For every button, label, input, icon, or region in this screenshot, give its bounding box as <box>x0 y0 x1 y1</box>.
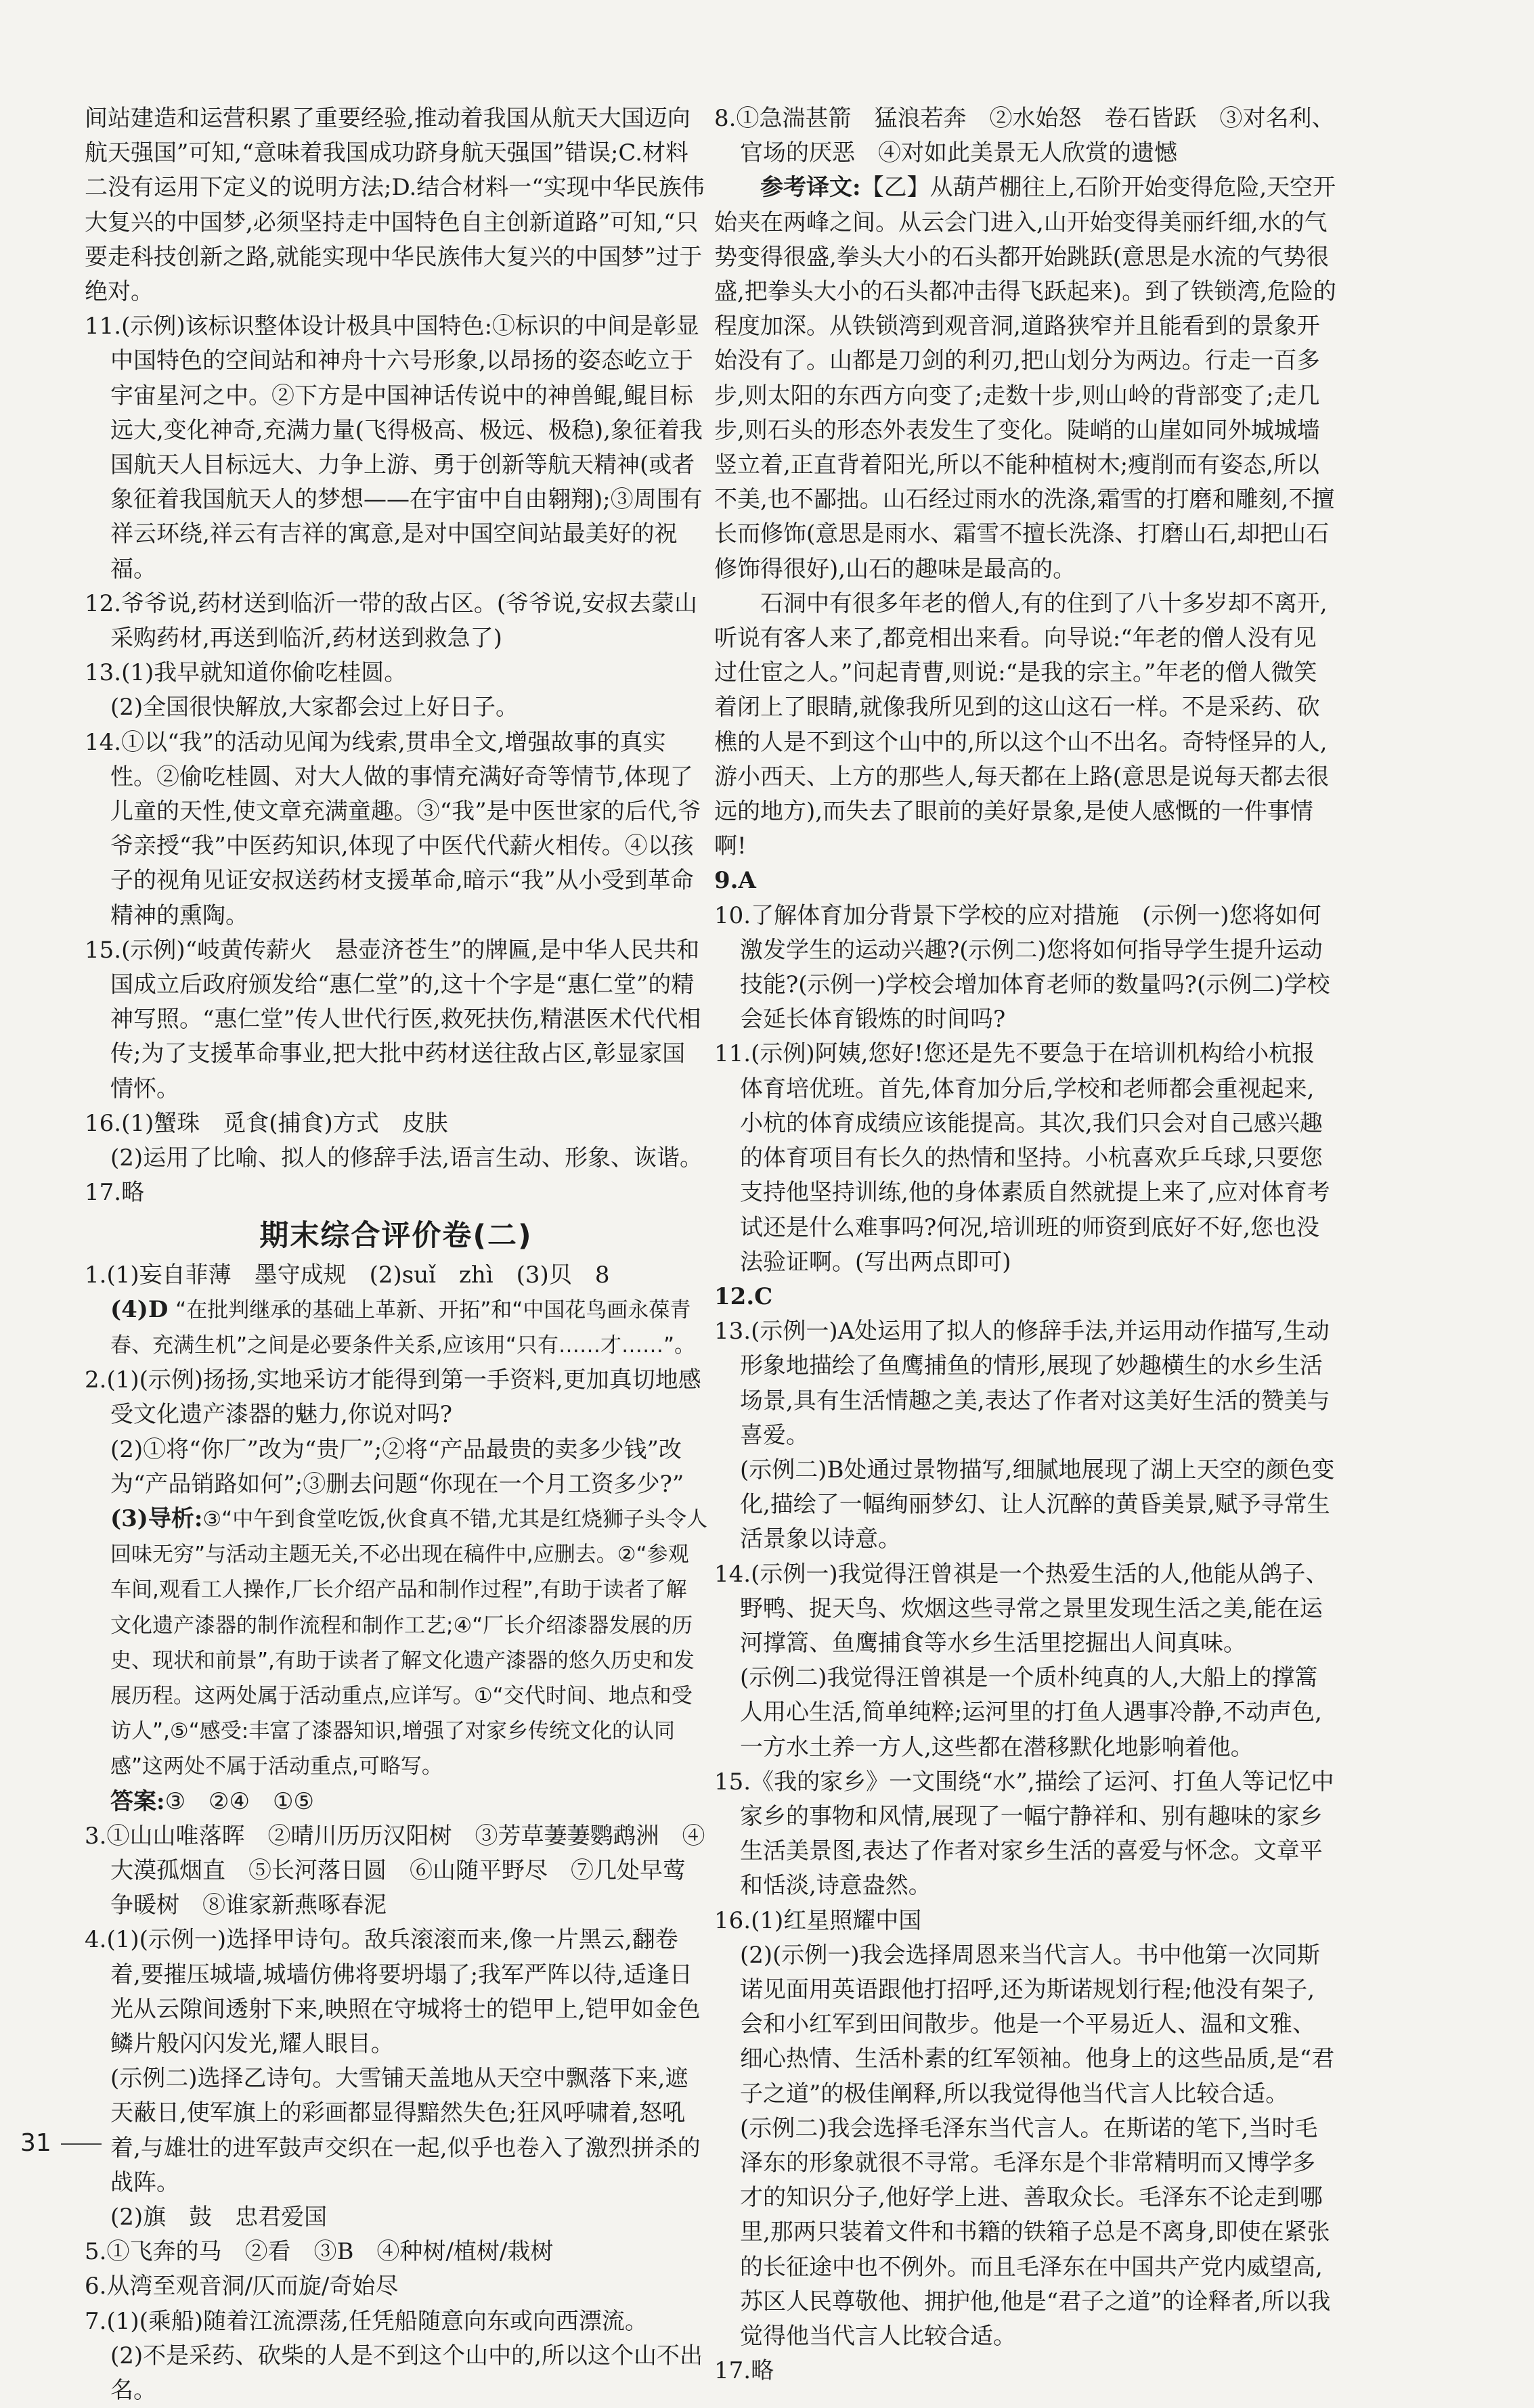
exam2-answer-2-answer <box>85 1785 707 1819</box>
answer-15: 15.(示例)“岐黄传薪火 悬壶济苍生”的牌匾,是中华人民共和国成立后政府颁发给“惠仁堂”的,这十个字是“惠仁堂”的精神写照。“惠仁堂”传人世代行医,救死扶伤,精湛医术代代相传;为了支援革命事业,把大批中药材送往敌占区,彰显家国情怀。 <box>85 936 701 1102</box>
right-column <box>714 102 1337 2388</box>
exam2-answer-1: 1.(1)妄自菲薄 墨守成规 (2)suǐ zhì (3)贝 8 <box>85 1261 610 1289</box>
exam2-answer-13-example1: 13.(示例一)A处运用了拟人的修辞手法,并运用动作描写,生动形象地描绘了鱼鹰捕鱼的情形,展现了妙趣横生的水乡生活场景,具有生活情趣之美,表达了作者对这美好生活的赞美与喜爱。 <box>714 1318 1330 1449</box>
answer-11: 11.(示例)该标识整体设计极具中国特色:①标识的中间是彰显中国特色的空间站和神舟十六号形象,以昂扬的姿态屹立于宇宙星河之中。②下方是中国神话传说中的神兽鲲,鲲目标远大,变化神奇,充满力量(飞得极高、极远、极稳),象征着我国航天人目标远大、力争上游、勇于创新等航天精神(或者象征着我国航天人的梦想——在宇宙中自由翱翔);③周围有祥云环绕,祥云有吉祥的寓意,是对中国空间站最美好的祝福。 <box>85 313 703 583</box>
exam2-answer-14-example2: (示例二)我觉得汪曾祺是一个质朴纯真的人,大船上的撑篙人用心生活,简单纯粹;运河里的打鱼人遇事冷静,不动声色,一方水土养一方人,这些都在潜移默化地影响着他。 <box>740 1664 1322 1761</box>
answer-16-part1: 16.(1)蟹珠 觅食(捕食)方式 皮肤 <box>85 1109 448 1137</box>
exam2-answer-2-answer-text: ③ ②④ ①⑤ <box>165 1787 314 1815</box>
page-number: 31 <box>20 2129 51 2157</box>
answer-17: 17.略 <box>85 1179 145 1207</box>
exam2-answer-13-example2: (示例二)B处通过景物描写,细腻地展现了湖上天空的颜色变化,描绘了一幅绚丽梦幻、让人沉醉的黄昏美景,赋予寻常生活景象以诗意。 <box>740 1456 1335 1553</box>
answer-10-continuation: 间站建造和运营积累了重要经验,推动着我国从航天大国迈向航天强国”可知,“意味着我国成功跻身航天强国”错误;C.材料二没有运用下定义的说明方法;D.结合材料一“实现中华民族伟大复兴的中国梦,必须坚持走中国特色自主创新道路”可知,“只要走科技创新之路,就能实现中华民族伟大复兴的中国梦”过于绝对。 <box>85 105 705 306</box>
page-footer <box>20 2129 102 2157</box>
exam2-answer-3: 3.①山山唯落晖 ②晴川历历汉阳树 ③芳草萋萋鹦鹉洲 ④大漠孤烟直 ⑤长河落日圆 ⑥山随平野尽 ⑦几处早莺争暖树 ⑧谁家新燕啄春泥 <box>85 1822 705 1919</box>
translation-paragraph-2: 石洞中有很多年老的僧人,有的住到了八十多岁却不离开,听说有客人来了,都竞相出来看。向导说:“年老的僧人没有见过仕宦之人。”问起青曹,则说:“是我的宗主。”年老的僧人微笑着闭上了眼睛,就像我所见到的这山这石一样。不是采药、砍樵的人是不到这个山中的,所以这个山不出名。奇特怪异的人,游小西天、上方的那些人,每天都在上路(意思是说每天都去很远的地方),而失去了眼前的美好景象,是使人感慨的一件事情啊! <box>714 589 1330 860</box>
exam2-answer-7-part2: (2)不是采药、砍柴的人是不到这个山中的,所以这个山不出名。 <box>110 2342 703 2404</box>
exam2-answer-2-answer-label: 答案: <box>110 1787 165 1815</box>
exam2-answer-11: 11.(示例)阿姨,您好!您还是先不要急于在培训机构给小杭报体育培优班。首先,体育加分后,学校和老师都会重视起来,小杭的体育成绩应该能提高。其次,我们只会对自己感兴趣的体育项目有长久的热情和坚持。小杭喜欢乒乓球,只要您支持他坚持训练,他的身体素质自然就提上来了,应对体育考试还是什么难事吗?何况,培训班的师资到底好不好,您也没法验证啊。(写出两点即可) <box>714 1040 1330 1276</box>
footer-dash <box>61 2143 102 2145</box>
exam2-answer-7-part1: 7.(1)(乘船)随着江流漂荡,任凭船随意向东或向西漂流。 <box>85 2307 648 2335</box>
exam2-answer-2-part3 <box>85 1502 707 1785</box>
section-title: 期末综合评价卷(二) <box>259 1218 533 1253</box>
translation-paragraph-1 <box>714 171 1337 586</box>
exam2-answer-2-guide-label: (3)导析: <box>110 1504 203 1532</box>
exam2-answer-16-example2: (示例二)我会选择毛泽东当代言人。在斯诺的笔下,当时毛泽东的形象就很不寻常。毛泽东是个非常精明而又博学多才的知识分子,他好学上进、善取众长。毛泽东不论走到哪里,那两只装着文件和书籍的铁箱子总是不离身,即使在紧张的长征途中也不例外。而且毛泽东在中国共产党内威望高,苏区人民尊敬他、拥护他,他是“君子之道”的诠释者,所以我觉得他当代言人比较合适。 <box>740 2114 1331 2350</box>
translation-text-1: 【乙】从葫芦棚往上,石阶开始变得危险,天空开始夹在两峰之间。从云会门进入,山开始变得美丽纤细,水的气势变得很盛,拳头大小的石头都开始跳跃(意思是水流的气势很盛,把拳头大小的石头都冲击得飞跃起来)。到了铁锁湾,危险的程度加深。从铁锁湾到观音洞,道路狭窄并且能看到的景象开始没有了。山都是刀剑的利刃,把山划分为两边。行走一百多步,则太阳的东西方向变了;走数十步,则山岭的背部变了;走几步,则石头的形态外表发生了变化。陡峭的山崖如同外城城墙竖立着,正直背着阳光,所以不能种植树木;瘦削而有姿态,所以不美,也不鄙拙。山石经过雨水的洗涤,霜雪的打磨和雕刻,不擅长而修饰(意思是雨水、霜雪不擅长洗涤、打磨山石,却把山石修饰得很好),山石的趣味是最高的。 <box>714 174 1336 583</box>
exam2-answer-8: 8.①急湍甚箭 猛浪若奔 ②水始怒 卷石皆跃 ③对名利、官场的厌恶 ④对如此美景无人欣赏的遗憾 <box>714 105 1335 167</box>
exam2-answer-9: 9.A <box>714 867 756 895</box>
translation-label: 参考译文: <box>760 174 861 202</box>
exam2-answer-4-example2: (示例二)选择乙诗句。大雪铺天盖地从天空中飘落下来,遮天蔽日,使军旗上的彩画都显得黯然失色;狂风呼啸着,怒吼着,与雄壮的进军鼓声交织在一起,似乎也卷入了激烈拼杀的战阵。 <box>110 2065 701 2196</box>
left-column <box>85 102 707 2408</box>
exam2-answer-16-example1: (2)(示例一)我会选择周恩来当代言人。书中他第一次同斯诺见面用英语跟他打招呼,还为斯诺规划行程;他没有架子,会和小红军到田间散步。他是一个平易近人、温和文雅、细心热情、生活朴素的红军领袖。他身上的这些品质,是“君子之道”的极佳阐释,所以我觉得他当代言人比较合适。 <box>740 1941 1335 2108</box>
exam2-answer-12: 12.C <box>714 1283 773 1310</box>
exam2-answer-14-example1: 14.(示例一)我觉得汪曾祺是一个热爱生活的人,他能从鸽子、野鸭、捉天鸟、炊烟这些寻常之景里发现生活之美,能在运河撑篙、鱼鹰捕食等水乡生活里挖掘出人间真味。 <box>714 1560 1329 1657</box>
exam2-answer-4-part2: (2)旗 鼓 忠君爱国 <box>110 2203 328 2231</box>
exam2-answer-2-guide-text: ③“中午到食堂吃饭,伙食真不错,尤其是红烧狮子头令人回味无穷”与活动主题无关,不必出现在稿件中,应删去。②“参观车间,观看工人操作,厂长介绍产品和制作过程”,有助于读者了解文化遗产漆器的制作流程和制作工艺;④“厂长介绍漆器发展的历史、现状和前景”,有助于读者了解文化遗产漆器的悠久历史和发展历程。这两处属于活动重点,应详写。①“交代时间、地点和受访人”,⑤“感受:丰富了漆器知识,增强了对家乡传统文化的认同感”这两处不属于活动重点,可略写。 <box>110 1507 707 1779</box>
answer-16-part2: (2)运用了比喻、拟人的修辞手法,语言生动、形象、诙谐。 <box>110 1144 703 1172</box>
exam2-answer-17: 17.略 <box>714 2357 774 2385</box>
exam2-answer-4-part1: 4.(1)(示例一)选择甲诗句。敌兵滚滚而来,像一片黑云,翻卷着,要摧压城墙,城墙仿佛将要坍塌了;我军严阵以待,适逢日光从云隙间透射下来,映照在守城将士的铠甲上,铠甲如金色鳞片般闪闪发光,耀人眼目。 <box>85 1926 701 2057</box>
exam2-answer-5: 5.①飞奔的马 ②看 ③B ④种树/植树/栽树 <box>85 2238 554 2266</box>
answer-14: 14.①以“我”的活动见闻为线索,贯串全文,增强故事的真实性。②偷吃桂圆、对大人做的事情充满好奇等情节,体现了儿童的天性,使文章充满童趣。③“我”是中医世家的后代,爷爷亲授“我”中医药知识,体现了中医代代薪火相传。④以孩子的视角见证安叔送药材支援革命,暗示“我”从小受到革命精神的熏陶。 <box>85 728 701 929</box>
exam2-answer-15: 15.《我的家乡》一文围绕“水”,描绘了运河、打鱼人等记忆中家乡的事物和风情,展现了一幅宁静祥和、别有趣味的家乡生活美景图,表达了作者对家乡生活的喜爱与怀念。文章平和恬淡,诗意盎然。 <box>714 1768 1334 1900</box>
exam2-answer-1-part4 <box>85 1293 707 1363</box>
answer-12: 12.爷爷说,药材送到临沂一带的敌占区。(爷爷说,安叔去蒙山采购药材,再送到临沂,药材送到救急了) <box>85 589 697 652</box>
answer-13-part2: (2)全国很快解放,大家都会过上好日子。 <box>110 694 519 721</box>
exam2-answer-2-part2: (2)①将“你厂”改为“贵厂”;②将“产品最贵的卖多少钱”改为“产品销路如何”;③删去问题“你现在一个月工资多少?” <box>110 1435 684 1498</box>
exam2-answer-1-part4-text: “在批判继承的基础上革新、开拓”和“中国花鸟画永葆青春、充满生机”之间是必要条件关系,应该用“只有……才……”。 <box>110 1297 696 1358</box>
exam2-answer-6: 6.从湾至观音洞/仄而旋/奇始尽 <box>85 2273 399 2300</box>
answer-13-part1: 13.(1)我早就知道你偷吃桂圆。 <box>85 659 408 687</box>
exam2-answer-1-part4-label: (4)D <box>110 1295 169 1323</box>
exam2-answer-10: 10.了解体育加分背景下学校的应对措施 (示例一)您将如何激发学生的运动兴趣?(示例二)您将如何指导学生提升运动技能?(示例一)学校会增加体育老师的数量吗?(示例二)学校会延长体育锻炼的时间吗? <box>714 901 1330 1033</box>
exam2-answer-16-part1: 16.(1)红星照耀中国 <box>714 1907 922 1934</box>
exam2-answer-2-part1: 2.(1)(示例)扬扬,实地采访才能得到第一手资料,更加真切地感受文化遗产漆器的魅力,你说对吗? <box>85 1366 701 1429</box>
